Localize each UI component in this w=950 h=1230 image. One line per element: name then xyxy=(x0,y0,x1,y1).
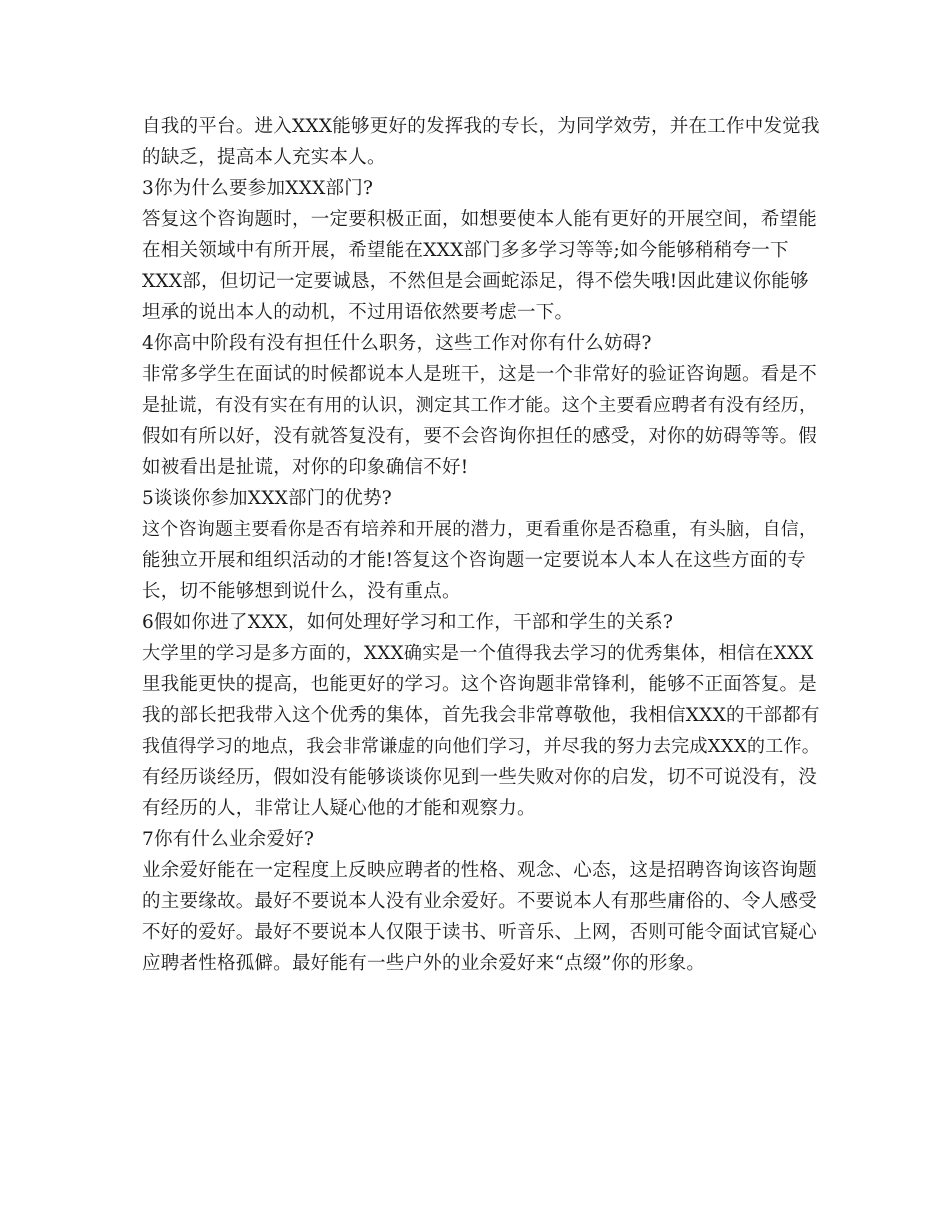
text-line: 在相关领域中有所开展，希望能在XXX部门多多学习等等;如今能够稍稍夸一下 xyxy=(142,240,789,261)
text-line: 我的部长把我带入这个优秀的集体，首先我会非常尊敬他，我相信XXX的干部都有 xyxy=(142,705,820,726)
text-line: 这个咨询题主要看你是否有培养和开展的潜力，更看重你是否稳重，有头脑，自信， xyxy=(142,519,818,540)
text-line: 大学里的学习是多方面的，XXX确实是一个值得我去学习的优秀集体，相信在XXX xyxy=(142,643,814,664)
text-line: 答复这个咨询题时，一定要积极正面，如想要使本人能有更好的开展空间，希望能 xyxy=(142,209,818,230)
text-line: 应聘者性格孤僻。最好能有一些户外的业余爱好来“点缀”你的形象。 xyxy=(142,953,706,974)
text-line: 的缺乏，提高本人充实本人。 xyxy=(142,147,386,168)
document-body xyxy=(142,111,822,979)
question-heading: 7你有什么业余爱好? xyxy=(142,829,315,850)
text-line: 业余爱好能在一定程度上反映应聘者的性格、观念、心态，这是招聘咨询该咨询题 xyxy=(142,860,818,881)
question-heading: 6假如你进了XXX，如何处理好学习和工作，干部和学生的关系? xyxy=(142,612,674,633)
text-line: 假如有所以好，没有就答复没有，要不会咨询你担任的感受，对你的妨碍等等。假 xyxy=(142,426,818,447)
text-line: 有经历谈经历，假如没有能够谈谈你见到一些失败对你的启发，切不可说没有，没 xyxy=(142,767,818,788)
question-heading: 5谈谈你参加XXX部门的优势? xyxy=(142,488,392,509)
text-line: XXX部，但切记一定要诚恳，不然但是会画蛇添足，得不偿失哦!因此建议你能够 xyxy=(142,271,809,292)
text-line: 如被看出是扯谎，对你的印象确信不好! xyxy=(142,457,469,478)
text-line: 不好的爱好。最好不要说本人仅限于读书、听音乐、上网，否则可能令面试官疑心 xyxy=(142,922,818,943)
text-line: 有经历的人，非常让人疑心他的才能和观察力。 xyxy=(142,798,536,819)
text-line: 坦承的说出本人的动机，不过用语依然要考虑一下。 xyxy=(142,302,574,323)
text-line: 自我的平台。进入XXX能够更好的发挥我的专长，为同学效劳，并在工作中发觉我 xyxy=(142,116,820,137)
text-line: 里我能更快的提高，也能更好的学习。这个咨询题非常锋利，能够不正面答复。是 xyxy=(142,674,818,695)
text-line: 能独立开展和组织活动的才能!答复这个咨询题一定要说本人本人在这些方面的专 xyxy=(142,550,806,571)
text-line: 长，切不能够想到说什么，没有重点。 xyxy=(142,581,461,602)
text-line: 我值得学习的地点，我会非常谦虚的向他们学习，并尽我的努力去完成XXX的工作。 xyxy=(142,736,820,757)
text-line: 的主要缘故。最好不要说本人没有业余爱好。不要说本人有那些庸俗的、令人感受 xyxy=(142,891,818,912)
text-line: 非常多学生在面试的时候都说本人是班干，这是一个非常好的验证咨询题。看是不 xyxy=(142,364,818,385)
question-heading: 4你高中阶段有没有担任什么职务，这些工作对你有什么妨碍? xyxy=(142,333,652,354)
text-line: 是扯谎，有没有实在有用的认识，测定其工作才能。这个主要看应聘者有没有经历， xyxy=(142,395,818,416)
question-heading: 3你为什么要参加XXX部门? xyxy=(142,178,374,199)
